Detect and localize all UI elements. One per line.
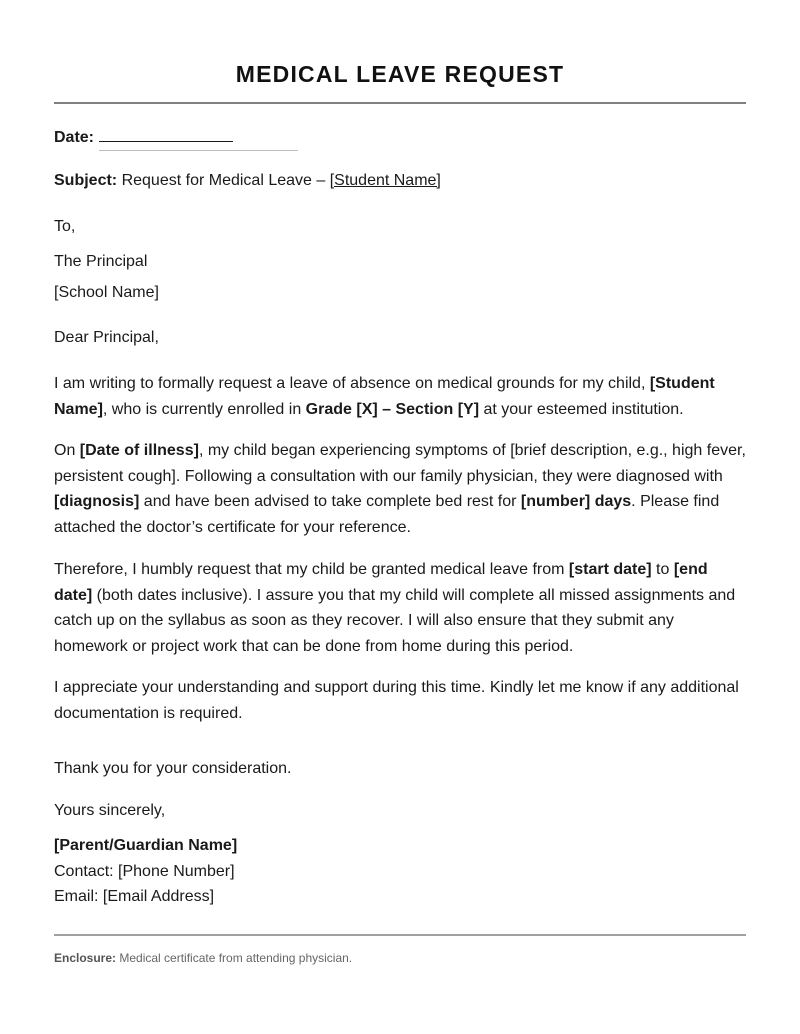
letter-page: [54, 0, 746, 1034]
thanks-line: Thank you for your consideration.: [54, 760, 292, 777]
p1-text-e: at your esteemed institution.: [479, 400, 684, 418]
signer-name-text: [Parent/Guardian Name]: [54, 837, 238, 854]
p2-text-a: On: [54, 442, 80, 459]
document-title: MEDICAL LEAVE REQUEST: [235, 61, 565, 87]
paragraph-illness: [54, 438, 746, 540]
recipient-title: The Principal: [54, 253, 148, 270]
p1-student-name: [Student Name]: [54, 375, 715, 418]
footer-divider: [54, 934, 746, 936]
subject-student-name: [Student Name]: [329, 172, 441, 189]
contact-line: Contact: [Phone Number]: [54, 863, 235, 880]
subject-label: Subject:: [54, 172, 118, 189]
p3-end-date: [end date]: [54, 561, 708, 604]
p2-diagnosis: [diagnosis]: [54, 493, 140, 510]
salutation: Dear Principal,: [54, 329, 159, 346]
p2-number-days: [number] days: [520, 493, 632, 510]
signer-name: [54, 836, 746, 856]
p2-illness-date: [Date of illness]: [79, 442, 199, 459]
enclosure-label: Enclosure:: [54, 951, 117, 965]
p2-text-c: , my child began experiencing symptoms of [brief description, e.g., high fever, persistent cough]. Following a consultation with our family physician, they were diagnosed with: [54, 442, 746, 485]
email-line: Email: [Email Address]: [54, 888, 215, 905]
subject-text: Request for Medical Leave –: [121, 172, 330, 189]
p3-start-date: [start date]: [568, 561, 652, 578]
p1-text-c: , who is currently enrolled in: [102, 400, 306, 418]
p1-text-a: I am writing to formally request a leave of absence on medical grounds for my child,: [54, 375, 650, 392]
enclosure-note: [54, 950, 352, 966]
enclosure-text: Medical certificate from attending physician.: [116, 951, 353, 965]
p2-text-e: and have been advised to take complete bed rest for: [139, 493, 521, 510]
paragraph-appreciation: I appreciate your understanding and support during this time. Kindly let me know if any additional documentation is required.: [54, 679, 739, 722]
date-line: [54, 128, 746, 148]
p3-text-a: Therefore, I humbly request that my child be granted medical leave from: [54, 561, 569, 578]
paragraph-request: [54, 557, 746, 659]
title-divider: [54, 102, 746, 104]
recipient-school: [School Name]: [54, 284, 159, 301]
subject-line: [54, 171, 746, 191]
date-label: Date:: [54, 129, 95, 146]
date-underline: [99, 150, 298, 151]
p1-grade-section: Grade [X] – Section [Y]: [305, 400, 480, 418]
closing-line: Yours sincerely,: [54, 802, 166, 819]
date-blank-field[interactable]: [99, 129, 233, 142]
to-line: To,: [54, 218, 76, 235]
p3-text-e: (both dates inclusive). I assure you that my child will complete all missed assignments and catch up on the syllabus as soon as they recover. I will also ensure that they submit any homework or project work that can be done from home during this period.: [54, 586, 736, 655]
p2-text-g: . Please find attached the doctor’s certificate for your reference.: [54, 493, 720, 536]
paragraph-intro: [54, 371, 746, 422]
p3-text-c: to: [651, 561, 674, 578]
